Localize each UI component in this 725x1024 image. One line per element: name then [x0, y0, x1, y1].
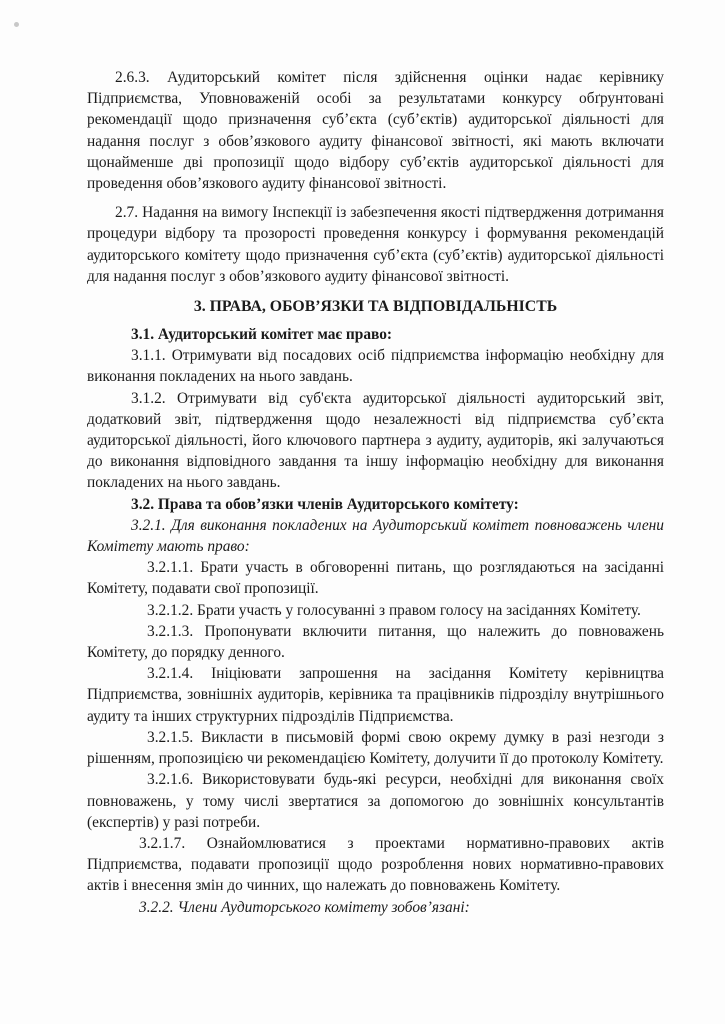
paragraph-3-2-1-6: 3.2.1.6. Використовувати будь-які ресурси, необхідні для виконання своїх повноважень, у тому числі звертатися за допомогою до зовнішніх консультантів (експертів) у разі потреби.	[87, 771, 664, 831]
paragraph-3-1-1: 3.1.1. Отримувати від посадових осіб підприємства інформацію необхідну для виконання покладених на нього завдань.	[87, 347, 664, 386]
document-body	[87, 67, 664, 918]
paragraph-2-7: 2.7. Надання на вимогу Інспекції із забезпечення якості підтвердження дотримання процедури відбору та прозорості проведення конкурсу і формування рекомендацій аудиторського комітету щодо призначення суб’єкта (суб’єктів) аудиторської діяльності для надання послуг з обов’язкового аудиту фінансової звітності.	[87, 204, 664, 285]
paragraph-3-2-1-2: 3.2.1.2. Брати участь у голосуванні з правом голосу на засіданнях Комітету.	[147, 601, 641, 619]
paragraph-3-2-1-7: 3.2.1.7. Ознайомлюватися з проектами нормативно-правових актів Підприємства, подавати пропозиції щодо розроблення нових нормативно-правових актів і внесення змін до чинних, що належать до повноважень Комітету.	[87, 834, 664, 895]
paragraph-3-2-1-4: 3.2.1.4. Ініціювати запрошення на засідання Комітету керівництва Підприємства, зовнішніх аудиторів, керівника та працівників підрозділу внутрішнього аудиту та інших структурних підрозділів Підприємства.	[87, 665, 664, 725]
subsection-3-2-title: 3.2. Права та обов’язки членів Аудиторського комітету:	[131, 495, 519, 513]
paragraph-3-2-1-3: 3.2.1.3. Пропонувати включити питання, що належить до повноважень Комітету, до порядку денного.	[87, 622, 664, 662]
paragraph-2-6-3: 2.6.3. Аудиторський комітет після здійснення оцінки надає керівнику Підприємства, Уповноваженій особі за результатами конкурсу обґрунтовані рекомендації щодо призначення суб’єкта (суб’єктів) аудиторської діяльності для надання послуг з обов’язкового аудиту фінансової звітності, які мають включати щонайменше дві пропозиції щодо відбору суб’єктів аудиторської діяльності для проведення обов’язкового аудиту фінансової звітності.	[87, 69, 664, 193]
paragraph-3-2-1-5: 3.2.1.5. Викласти в письмовій формі свою окрему думку в разі незгоди з рішенням, пропозицією чи рекомендацією Комітету, долучити її до протоколу Комітету.	[87, 728, 664, 768]
subsection-3-1-title: 3.1. Аудиторський комітет має право:	[131, 326, 393, 344]
paragraph-3-1-2: 3.1.2. Отримувати від суб'єкта аудиторської діяльності аудиторський звіт, додатковий звіт, підтвердження щодо незалежності від підприємства суб’єкта аудиторської діяльності, його ключового партнера з аудиту, аудиторів, які залучаються до виконання відповідного завдання та іншу інформацію необхідну для виконання покладених на нього завдань.	[87, 389, 664, 492]
scan-mark	[14, 22, 19, 27]
paragraph-3-2-1-1: 3.2.1.1. Брати участь в обговоренні питань, що розглядаються на засіданні Комітету, подавати свої пропозиції.	[87, 559, 664, 598]
paragraph-3-2-2: 3.2.2. Члени Аудиторського комітету зобов’язані:	[139, 898, 470, 916]
paragraph-3-2-1: 3.2.1. Для виконання покладених на Аудиторський комітет повноважень члени Комітету мають право:	[87, 516, 664, 556]
section-3-title: 3. ПРАВА, ОБОВ’ЯЗКИ ТА ВІДПОВІДАЛЬНІСТЬ	[193, 298, 558, 316]
